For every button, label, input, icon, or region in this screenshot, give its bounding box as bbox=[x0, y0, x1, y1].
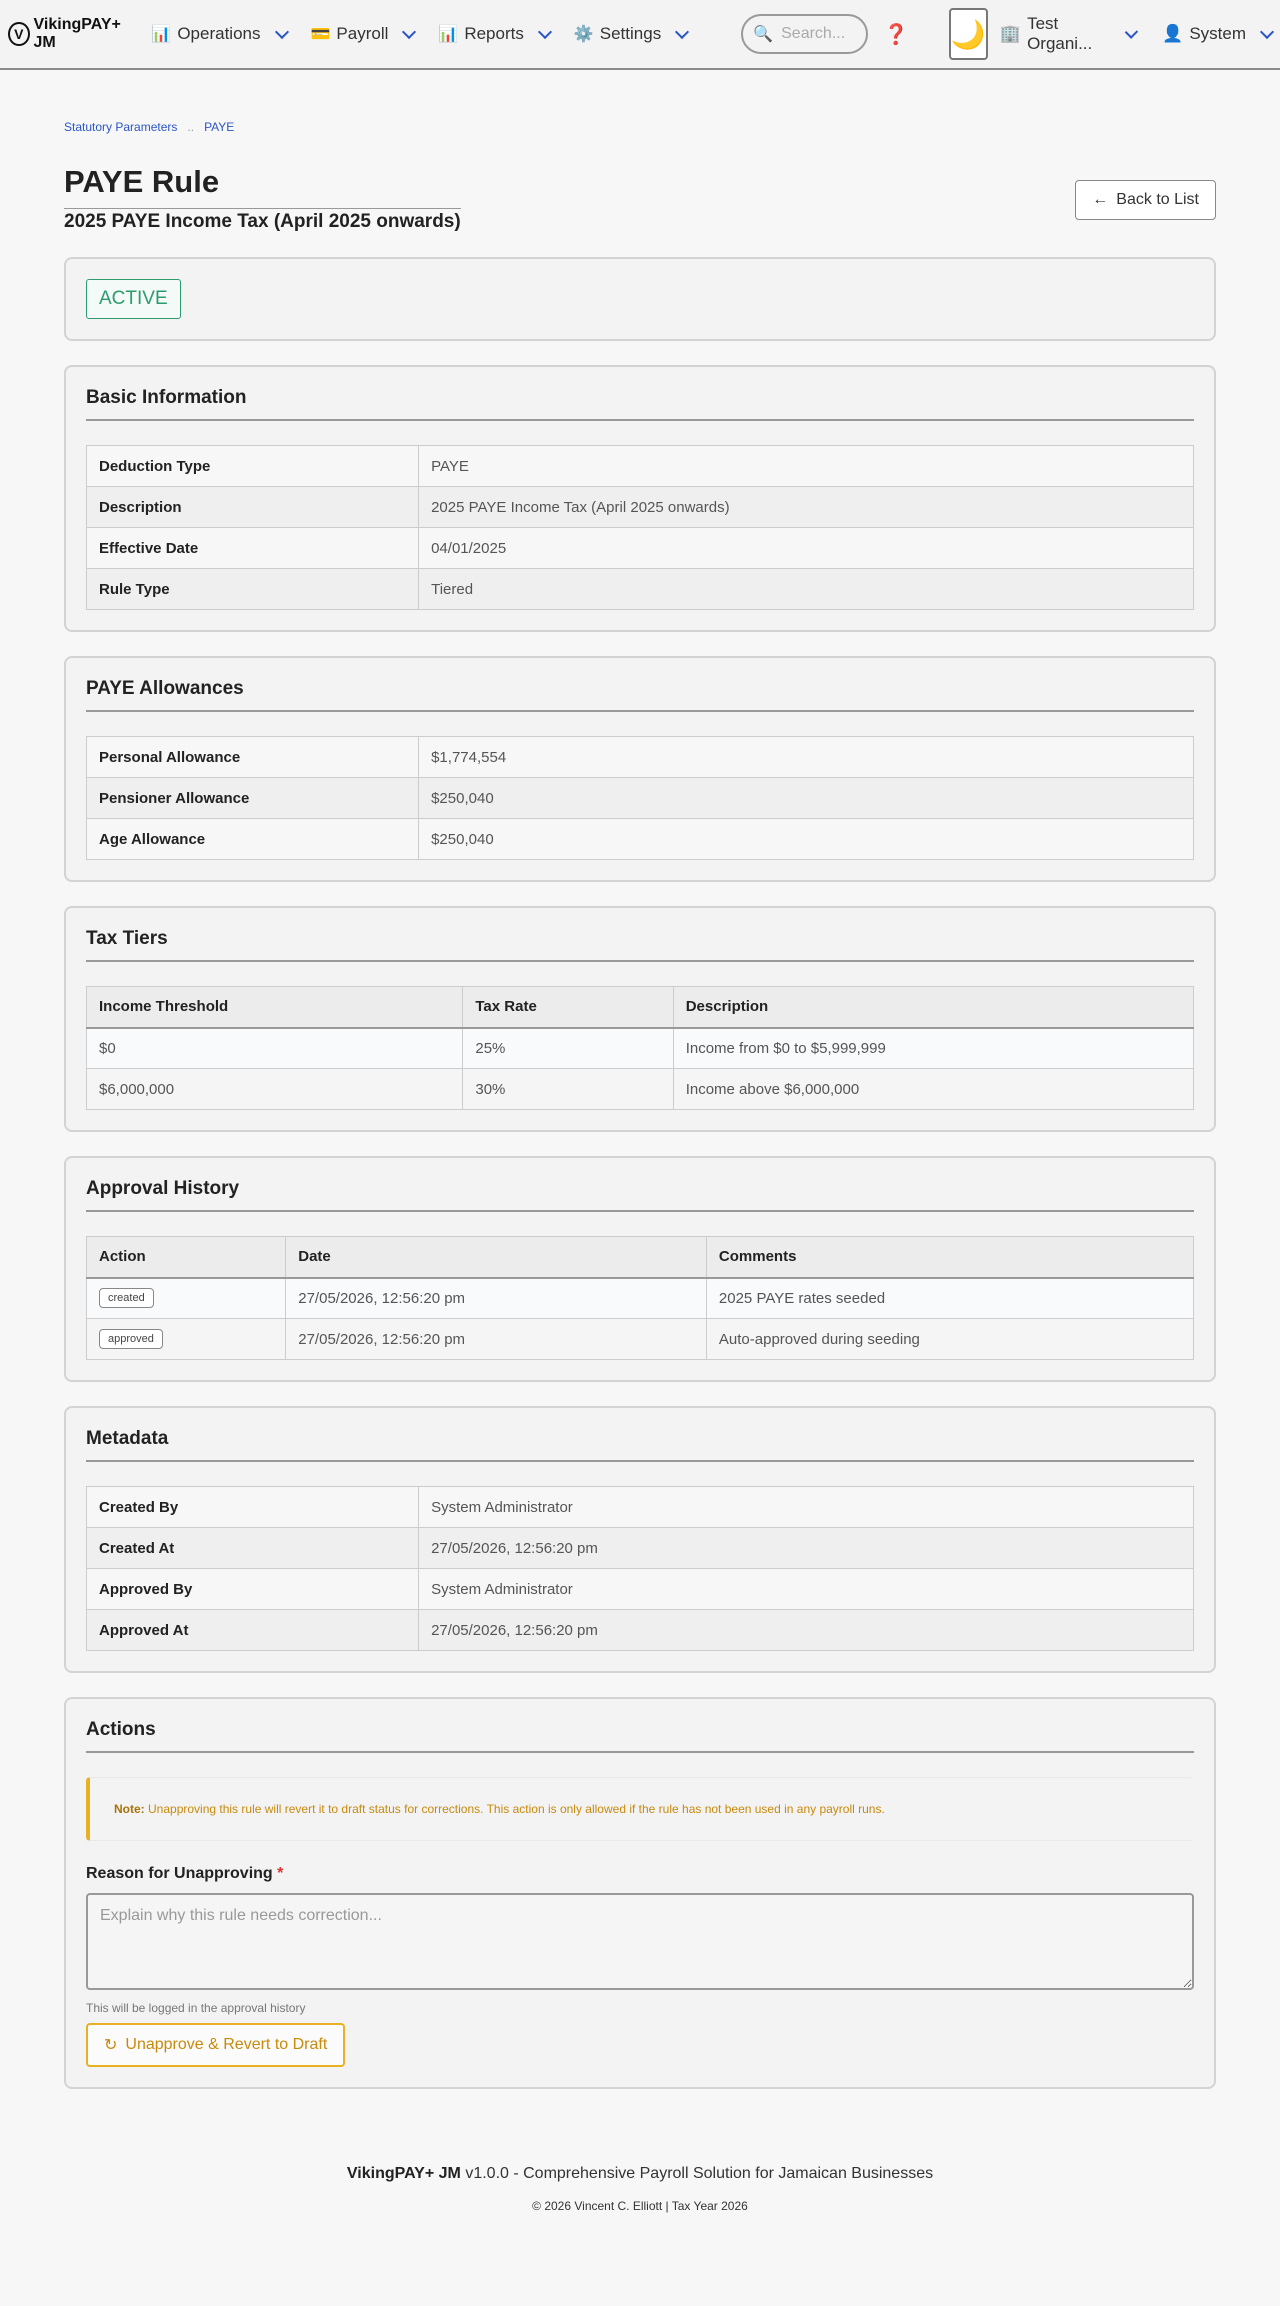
theme-toggle-button[interactable] bbox=[949, 8, 988, 60]
action-badge: created bbox=[99, 1288, 154, 1308]
nav-settings-label: Settings bbox=[599, 24, 662, 43]
title-block bbox=[64, 164, 461, 233]
metadata-table bbox=[86, 1486, 1194, 1651]
arrow-left-icon: ← bbox=[1092, 191, 1109, 208]
table-row bbox=[87, 1319, 1194, 1360]
basic-info-table bbox=[86, 445, 1194, 610]
table-cell: $0 bbox=[87, 1028, 463, 1069]
chevron-down-icon bbox=[402, 24, 416, 38]
page-title: PAYE Rule bbox=[64, 164, 461, 209]
reason-textarea[interactable] bbox=[86, 1893, 1194, 1990]
tax-tiers-table bbox=[86, 986, 1194, 1110]
chevron-down-icon bbox=[274, 24, 288, 38]
nav-payroll-label: Payroll bbox=[336, 24, 389, 43]
organization-selector[interactable] bbox=[1000, 14, 1136, 54]
organization-label: Test Organi... bbox=[1027, 14, 1093, 53]
row-key: Approved At bbox=[87, 1610, 419, 1651]
nav-payroll[interactable] bbox=[311, 24, 415, 44]
tax-tiers-title: Tax Tiers bbox=[86, 928, 1194, 962]
row-key: Created By bbox=[87, 1487, 419, 1528]
table-row bbox=[87, 446, 1194, 487]
chevron-down-icon bbox=[538, 24, 552, 38]
row-key: Age Allowance bbox=[87, 819, 419, 860]
approval-history-card bbox=[64, 1156, 1216, 1382]
action-badge: approved bbox=[99, 1329, 163, 1349]
nav-settings[interactable] bbox=[574, 24, 687, 44]
unapprove-button-label: Unapprove & Revert to Draft bbox=[125, 2036, 328, 2053]
tax-tiers-card bbox=[64, 906, 1216, 1132]
breadcrumb-parent-link[interactable]: Statutory Parameters bbox=[64, 120, 178, 134]
row-value: 2025 PAYE Income Tax (April 2025 onwards) bbox=[419, 487, 1194, 528]
brand[interactable] bbox=[8, 16, 133, 52]
row-value: 04/01/2025 bbox=[419, 528, 1194, 569]
table-row bbox=[87, 1028, 1194, 1069]
row-value: 27/05/2026, 12:56:20 pm bbox=[419, 1528, 1194, 1569]
table-row bbox=[87, 1487, 1194, 1528]
table-cell: 27/05/2026, 12:56:20 pm bbox=[286, 1319, 707, 1360]
search-placeholder: Search... bbox=[781, 25, 846, 42]
search-icon: 🔍 bbox=[753, 26, 774, 43]
row-key: Deduction Type bbox=[87, 446, 419, 487]
table-cell bbox=[87, 1278, 286, 1319]
allowances-title: PAYE Allowances bbox=[86, 678, 1194, 712]
note-label: Note: bbox=[114, 1802, 145, 1816]
refresh-icon: ↻ bbox=[104, 2037, 118, 2054]
table-cell: $6,000,000 bbox=[87, 1069, 463, 1110]
required-mark: * bbox=[277, 1865, 284, 1882]
column-header: Income Threshold bbox=[87, 987, 463, 1028]
footer-tagline-text: v1.0.0 - Comprehensive Payroll Solution for Jamaican Businesses bbox=[460, 2165, 934, 2182]
reason-label bbox=[86, 1865, 1194, 1883]
row-key: Effective Date bbox=[87, 528, 419, 569]
table-header-row bbox=[87, 987, 1194, 1028]
building-icon: 🏢 bbox=[999, 24, 1022, 43]
column-header: Description bbox=[673, 987, 1193, 1028]
approval-history-table bbox=[86, 1236, 1194, 1360]
column-header: Date bbox=[286, 1237, 707, 1278]
breadcrumb-current[interactable]: PAYE bbox=[204, 120, 235, 134]
warning-note bbox=[86, 1777, 1194, 1841]
chevron-down-icon bbox=[675, 24, 689, 38]
reason-label-text: Reason for Unapproving bbox=[86, 1865, 273, 1882]
chevron-down-icon bbox=[1260, 24, 1274, 38]
nav-operations-label: Operations bbox=[177, 24, 261, 43]
column-header: Action bbox=[87, 1237, 286, 1278]
approval-history-title: Approval History bbox=[86, 1178, 1194, 1212]
table-cell: Auto-approved during seeding bbox=[706, 1319, 1193, 1360]
metadata-title: Metadata bbox=[86, 1428, 1194, 1462]
brand-logo-icon: V bbox=[8, 22, 30, 46]
table-cell: Income above $6,000,000 bbox=[673, 1069, 1193, 1110]
table-cell: 27/05/2026, 12:56:20 pm bbox=[286, 1278, 707, 1319]
back-to-list-button[interactable] bbox=[1075, 180, 1216, 220]
table-row bbox=[87, 778, 1194, 819]
breadcrumb bbox=[64, 120, 1216, 134]
brand-name: VikingPAY+ JM bbox=[33, 16, 121, 51]
top-navbar bbox=[0, 0, 1280, 70]
allowances-table bbox=[86, 736, 1194, 860]
table-cell: 30% bbox=[463, 1069, 673, 1110]
table-row bbox=[87, 528, 1194, 569]
chart-icon: 📊 bbox=[151, 26, 172, 43]
gear-icon: ⚙️ bbox=[573, 26, 594, 43]
row-key: Approved By bbox=[87, 1569, 419, 1610]
user-icon: 👤 bbox=[1162, 24, 1184, 43]
table-cell: Income from $0 to $5,999,999 bbox=[673, 1028, 1193, 1069]
actions-title: Actions bbox=[86, 1719, 1194, 1753]
reason-help-text: This will be logged in the approval history bbox=[86, 2001, 306, 2015]
column-header: Tax Rate bbox=[463, 987, 673, 1028]
actions-card bbox=[64, 1697, 1216, 2089]
row-value: $1,774,554 bbox=[419, 737, 1194, 778]
row-key: Description bbox=[87, 487, 419, 528]
basic-info-title: Basic Information bbox=[86, 387, 1194, 421]
row-value: 27/05/2026, 12:56:20 pm bbox=[419, 1610, 1194, 1651]
row-value: PAYE bbox=[419, 446, 1194, 487]
footer-tagline bbox=[0, 2165, 1280, 2183]
moon-icon: 🌙 bbox=[950, 18, 986, 50]
metadata-card bbox=[64, 1406, 1216, 1673]
help-icon[interactable]: ❓ bbox=[883, 23, 909, 46]
table-row bbox=[87, 1569, 1194, 1610]
footer-brand: VikingPAY+ JM bbox=[346, 2165, 461, 2182]
table-row bbox=[87, 1069, 1194, 1110]
chevron-down-icon bbox=[1125, 25, 1138, 38]
row-value: $250,040 bbox=[419, 819, 1194, 860]
page-subtitle: 2025 PAYE Income Tax (April 2025 onwards) bbox=[64, 211, 461, 232]
row-value: Tiered bbox=[419, 569, 1194, 610]
status-card bbox=[64, 257, 1216, 341]
nav-operations[interactable] bbox=[151, 24, 286, 44]
credit-card-icon: 💳 bbox=[310, 26, 331, 43]
note-text: Unapproving this rule will revert it to draft status for corrections. This action is only allowed if the rule has not been used in any payroll runs. bbox=[144, 1802, 885, 1816]
table-row bbox=[87, 1528, 1194, 1569]
footer bbox=[0, 2113, 1280, 2306]
breadcrumb-separator: .. bbox=[187, 120, 195, 134]
allowances-card bbox=[64, 656, 1216, 882]
table-cell: 2025 PAYE rates seeded bbox=[706, 1278, 1193, 1319]
row-key: Rule Type bbox=[87, 569, 419, 610]
nav-reports[interactable] bbox=[438, 24, 549, 44]
table-row bbox=[87, 1278, 1194, 1319]
row-key: Personal Allowance bbox=[87, 737, 419, 778]
table-row bbox=[87, 569, 1194, 610]
row-value: System Administrator bbox=[419, 1487, 1194, 1528]
row-value: System Administrator bbox=[419, 1569, 1194, 1610]
status-badge: ACTIVE bbox=[86, 279, 181, 319]
main-content bbox=[0, 70, 1280, 2089]
table-row bbox=[87, 487, 1194, 528]
row-value: $250,040 bbox=[419, 778, 1194, 819]
user-menu[interactable] bbox=[1162, 24, 1272, 44]
back-to-list-label: Back to List bbox=[1116, 191, 1199, 208]
row-key: Created At bbox=[87, 1528, 419, 1569]
table-cell: 25% bbox=[463, 1028, 673, 1069]
table-row bbox=[87, 737, 1194, 778]
table-row bbox=[87, 819, 1194, 860]
row-key: Pensioner Allowance bbox=[87, 778, 419, 819]
page-header bbox=[64, 164, 1216, 233]
nav-reports-label: Reports bbox=[464, 24, 524, 43]
column-header: Comments bbox=[706, 1237, 1193, 1278]
search-input[interactable] bbox=[741, 14, 867, 54]
basic-info-card bbox=[64, 365, 1216, 632]
table-header-row bbox=[87, 1237, 1194, 1278]
user-label: System bbox=[1189, 24, 1247, 43]
footer-copyright: © 2026 Vincent C. Elliott | Tax Year 2026 bbox=[532, 2199, 748, 2213]
table-cell bbox=[87, 1319, 286, 1360]
unapprove-button[interactable] bbox=[86, 2023, 345, 2067]
chart-icon: 📊 bbox=[438, 26, 459, 43]
table-row bbox=[87, 1610, 1194, 1651]
